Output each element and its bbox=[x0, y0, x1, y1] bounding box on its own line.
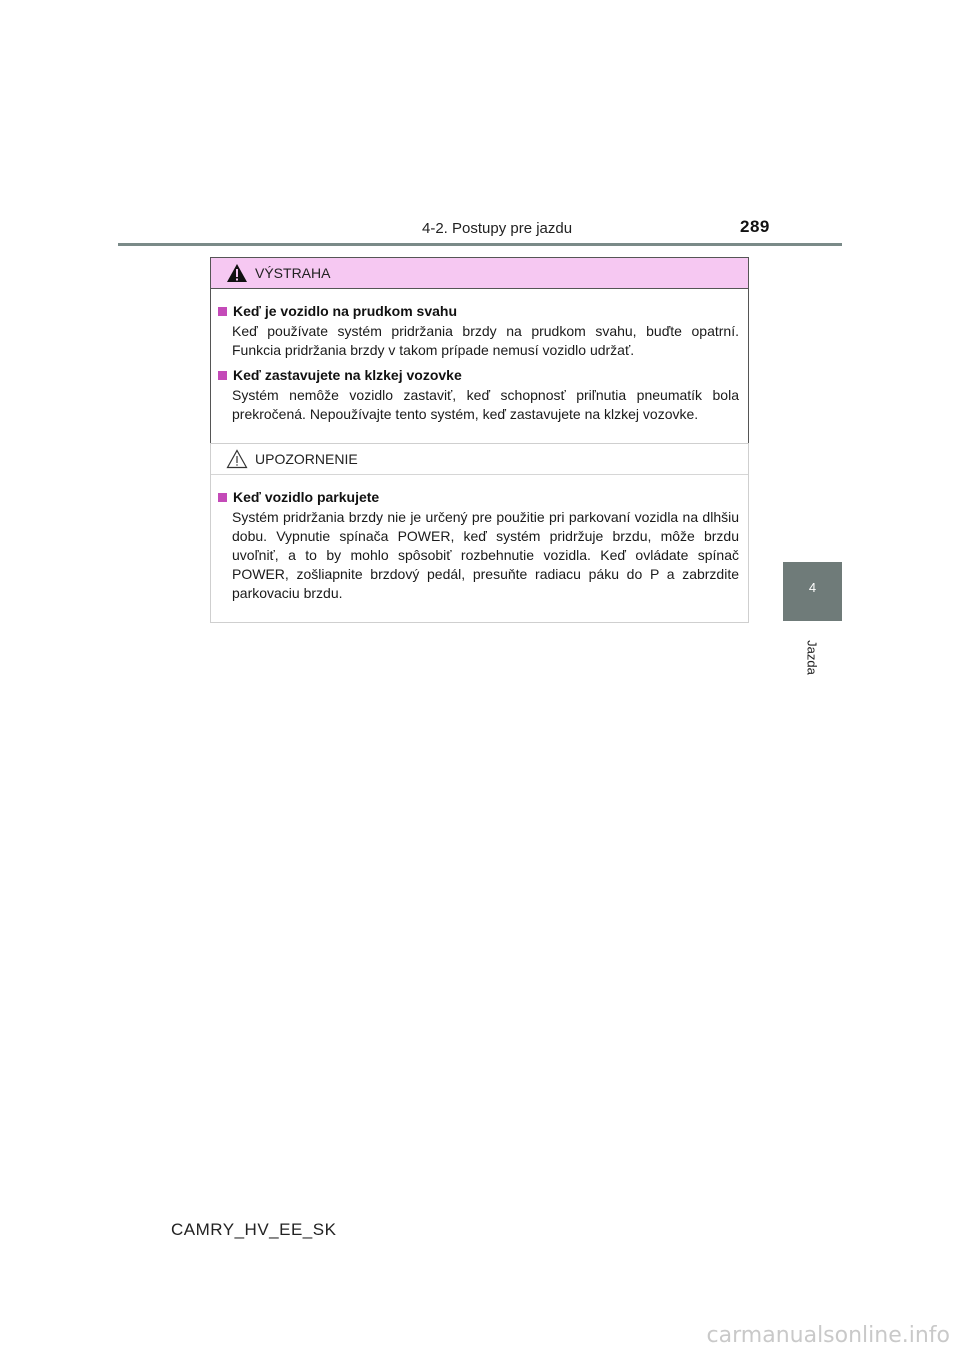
chapter-tab bbox=[783, 562, 842, 621]
caution-item bbox=[218, 489, 739, 603]
warning-item-text: Systém nemôže vozidlo zastaviť, keď schopnosť priľnutia pneumatík bola prekročená. Nepoužívajte tento systém, keď zastavujete na klzkej vozovke. bbox=[232, 387, 739, 422]
bullet-square bbox=[218, 493, 227, 502]
warning-item-text: Keď používate systém pridržania brzdy na prudkom svahu, buďte opatrní. Funkcia pridržania brzdy v takom prípade nemusí vozidlo udržať. bbox=[232, 323, 739, 358]
caution-item-heading-text: Keď vozidlo parkujete bbox=[233, 489, 380, 505]
warning-triangle-outline-icon bbox=[226, 449, 248, 469]
chapter-tab-number: 4 bbox=[808, 580, 817, 595]
watermark: carmanualsonline.info bbox=[706, 1323, 950, 1348]
caution-box bbox=[210, 443, 749, 623]
warning-box-header bbox=[211, 258, 748, 289]
caution-box-body bbox=[211, 475, 748, 622]
caution-box-header bbox=[211, 444, 748, 475]
caution-item-text: Systém pridržania brzdy nie je určený pre použitie pri parkovaní vozidla na dlhšiu dobu. Vypnutie spínača POWER, keď systém pridržuje brzdu, môže brzdu uvoľniť, a to by mohlo spôsobiť rozbehnutie vozidla. Keď ovládate spínač POWER, zošliapnite brzdový pedál, presuňte radiacu páku do P a zabrzdite parkovaciu brzdu. bbox=[232, 509, 739, 601]
header-section-title: 4-2. Postupy pre jazdu bbox=[422, 220, 573, 237]
page-number: 289 bbox=[740, 217, 770, 236]
bullet-square bbox=[218, 307, 227, 316]
warning-item-heading-text: Keď je vozidlo na prudkom svahu bbox=[233, 303, 457, 319]
bullet-square bbox=[218, 371, 227, 380]
warning-item bbox=[218, 367, 739, 424]
warning-item-heading-text: Keď zastavujete na klzkej vozovke bbox=[233, 367, 462, 383]
warning-box bbox=[210, 257, 749, 444]
warning-item-heading bbox=[218, 303, 739, 319]
warning-item-heading bbox=[218, 367, 739, 383]
chapter-tab-label: Jazda bbox=[804, 640, 820, 675]
footer-document-code: CAMRY_HV_EE_SK bbox=[171, 1220, 337, 1239]
warning-box-title: VÝSTRAHA bbox=[255, 265, 331, 281]
caution-item-heading bbox=[218, 489, 739, 505]
warning-item bbox=[218, 303, 739, 360]
caution-box-title: UPOZORNENIE bbox=[255, 451, 358, 467]
warning-box-body bbox=[211, 289, 748, 443]
warning-triangle-filled-icon bbox=[226, 263, 248, 283]
header-rule bbox=[118, 243, 842, 246]
